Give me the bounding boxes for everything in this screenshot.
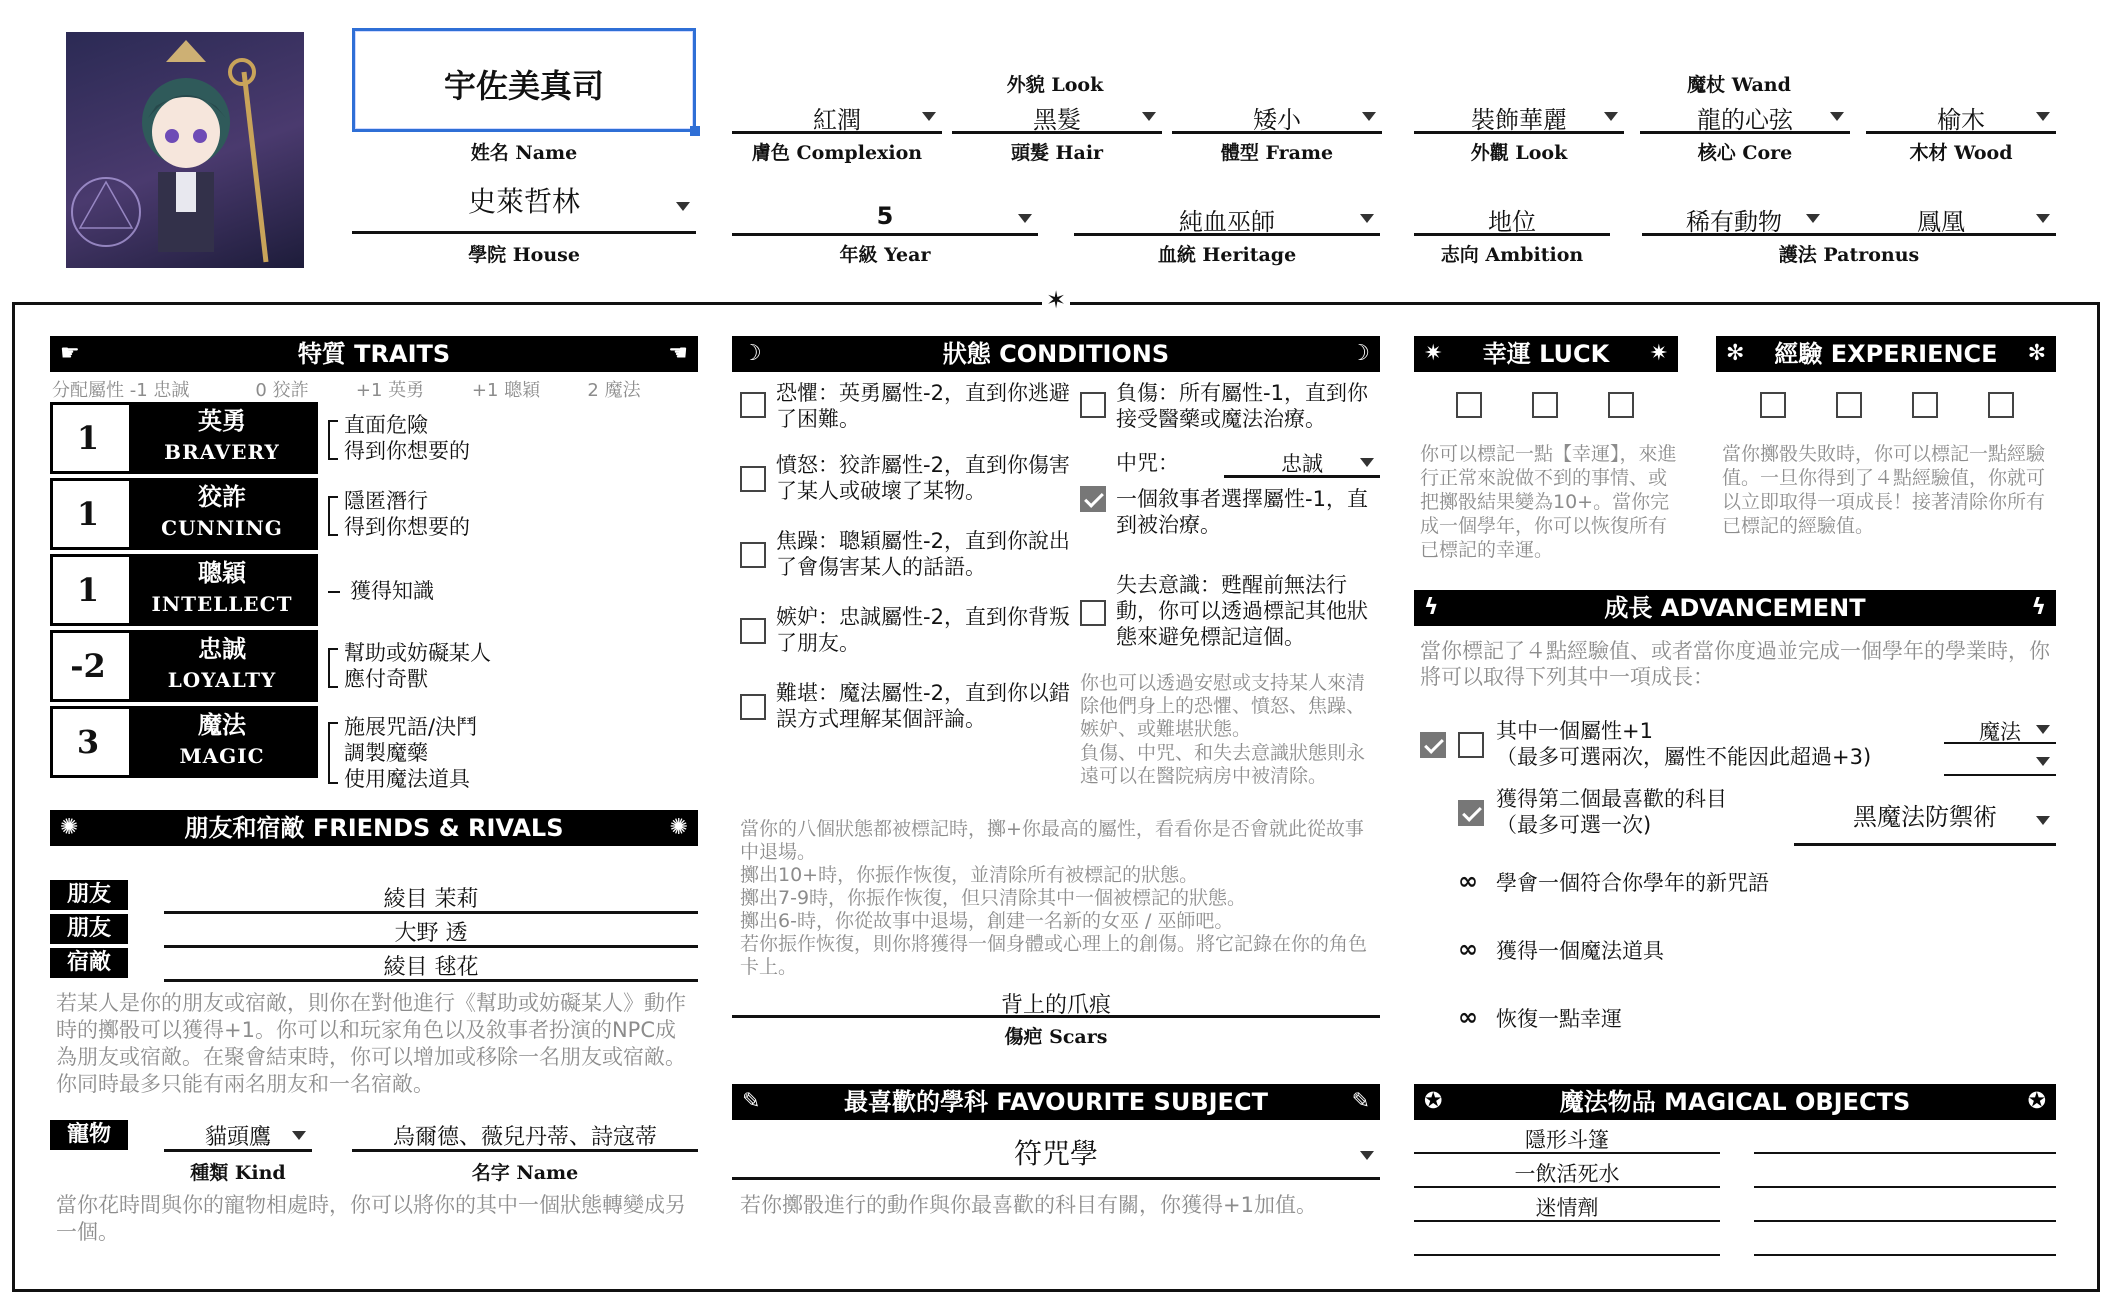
trait-value: -2 bbox=[70, 647, 106, 685]
friends-title: 朋友和宿敵 FRIENDS & RIVALS bbox=[184, 814, 564, 842]
cursed-text: 一個敘事者選擇屬性-1，直到被治療。 bbox=[1116, 487, 1368, 537]
trait-move: 得到你想要的 bbox=[344, 515, 470, 539]
luck-checkbox[interactable] bbox=[1532, 392, 1558, 418]
lightning-icon: ϟ bbox=[2031, 595, 2046, 620]
rule-line: 若你振作恢復，則你將獲得一個身體或心理上的創傷。將它記錄在你的角色卡上。 bbox=[740, 933, 1368, 978]
condition-checkbox[interactable] bbox=[740, 618, 766, 644]
chevron-down-icon bbox=[2036, 112, 2050, 121]
experience-header bbox=[1716, 336, 2056, 372]
friend-tag: 朋友 bbox=[50, 880, 128, 910]
friend-name-field[interactable] bbox=[164, 916, 698, 948]
object-value: 隱形斗篷 bbox=[1525, 1128, 1609, 1152]
trait-allocation[interactable] bbox=[52, 376, 702, 402]
wand-core-select[interactable] bbox=[1640, 100, 1850, 134]
chevron-down-icon bbox=[2036, 725, 2050, 734]
trait-move: 幫助或妨礙某人 bbox=[344, 641, 491, 665]
trait-intellect[interactable] bbox=[50, 554, 318, 626]
condition-text: 嫉妒：忠誠屬性-2，直到你背叛了朋友。 bbox=[776, 605, 1070, 655]
allocation-0: 分配屬性 -1 忠誠 bbox=[52, 380, 190, 401]
conditions-clear-note-2: 負傷、中咒、和失去意識狀態則永遠可以在醫院病房中被清除。 bbox=[1080, 742, 1366, 787]
luck-header bbox=[1414, 336, 1678, 372]
pencil-icon: ✎ bbox=[742, 1089, 761, 1114]
pet-tag: 寵物 bbox=[50, 1120, 128, 1150]
chevron-down-icon bbox=[676, 202, 690, 211]
scar-field[interactable] bbox=[732, 988, 1380, 1018]
bracket bbox=[328, 648, 338, 688]
advance-subject-sub: （最多可選一次) bbox=[1496, 813, 1652, 837]
trait-bravery[interactable] bbox=[50, 402, 318, 474]
wand-look-select[interactable] bbox=[1414, 100, 1624, 134]
pet-kind-value: 貓頭鷹 bbox=[204, 1125, 271, 1150]
object-field[interactable] bbox=[1414, 1158, 1720, 1188]
scar-value: 背上的爪痕 bbox=[1000, 993, 1111, 1018]
cursed-trait-select[interactable] bbox=[1224, 448, 1380, 478]
trait-move: 調製魔藥 bbox=[344, 741, 428, 765]
star-icon: ✷ bbox=[1424, 341, 1443, 366]
allocation-3: +1 聰穎 bbox=[471, 380, 541, 401]
trait-move: 直面危險 bbox=[344, 413, 428, 437]
patronus-kind-value: 稀有動物 bbox=[1686, 208, 1782, 236]
pet-name-label: 名字 Name bbox=[471, 1162, 579, 1184]
resize-handle[interactable] bbox=[690, 126, 700, 136]
condition-checkbox[interactable] bbox=[740, 694, 766, 720]
traits-header bbox=[50, 336, 698, 372]
unconscious-checkbox[interactable] bbox=[1080, 600, 1106, 626]
advance-subject-select[interactable] bbox=[1794, 796, 2056, 846]
chevron-down-icon bbox=[1604, 112, 1618, 121]
rival-tag: 宿敵 bbox=[50, 948, 128, 978]
friends-note: 若某人是你的朋友或宿敵，則你在對他進行《幫助或妨礙某人》動作時的擲骰可以獲得+1。你可以和玩家角色以及敘事者扮演的NPC成為朋友或宿敵。在聚會結束時，你可以增加或移除一名朋友或宿敵。你同時最多只能有兩名朋友和一名宿敵。 bbox=[56, 991, 686, 1096]
hair-select[interactable] bbox=[952, 100, 1162, 134]
rule-line: 擲出10+時，你振作恢復，並清除所有被標記的狀態。 bbox=[740, 864, 1199, 886]
patronus-select[interactable] bbox=[1826, 202, 2056, 236]
object-field[interactable] bbox=[1414, 1192, 1720, 1222]
heritage-label: 血統 Heritage bbox=[1157, 244, 1297, 266]
trait-move: 得到你想要的 bbox=[344, 439, 470, 463]
chevron-down-icon bbox=[1142, 112, 1156, 121]
hair-label: 頭髮 Hair bbox=[1010, 142, 1104, 164]
condition-text: 憤怒：狡詐屬性-2，直到你傷害了某人或破壞了某物。 bbox=[776, 453, 1070, 503]
advancement-note: 當你標記了４點經驗值、或者當你度過並完成一個學年的學業時，你將可以取得下列其中一項成長： bbox=[1420, 639, 2050, 689]
gem-icon: ✪ bbox=[1424, 1089, 1443, 1114]
advance-trait-sub: （最多可選兩次，屬性不能因此超過+3) bbox=[1496, 745, 1872, 769]
condition-checkbox[interactable] bbox=[740, 542, 766, 568]
advancement-header bbox=[1414, 590, 2056, 626]
chevron-down-icon bbox=[2036, 214, 2050, 223]
sun-icon: ✺ bbox=[669, 815, 688, 840]
infinity-icon: ∞ bbox=[1458, 1003, 1478, 1031]
experience-checkbox[interactable] bbox=[1836, 392, 1862, 418]
year-value: 5 bbox=[876, 202, 894, 230]
allocation-2: +1 英勇 bbox=[355, 380, 425, 401]
complexion-select[interactable] bbox=[732, 100, 942, 134]
cursed-checkbox[interactable] bbox=[1080, 486, 1106, 512]
house-label: 學院 House bbox=[468, 244, 580, 266]
pointing-hand-icon: ☚ bbox=[668, 341, 688, 366]
condition-text: 恐懼：英勇屬性-2，直到你逃避了困難。 bbox=[776, 381, 1070, 431]
wand-title: 魔杖 Wand bbox=[1687, 74, 1791, 96]
trait-name-en: INTELLECT bbox=[151, 592, 293, 616]
trait-name: 魔法 bbox=[198, 711, 246, 739]
cursed-label: 中咒： bbox=[1116, 451, 1179, 475]
luck-checkbox[interactable] bbox=[1608, 392, 1634, 418]
subject-select[interactable] bbox=[732, 1132, 1380, 1180]
sun-icon: ✺ bbox=[60, 815, 79, 840]
heritage-value: 純血巫師 bbox=[1179, 208, 1275, 236]
friend-name: 綾目 茉莉 bbox=[383, 887, 479, 912]
ambition-label: 志向 Ambition bbox=[1440, 244, 1584, 266]
trait-magic[interactable] bbox=[50, 706, 318, 778]
chevron-down-icon bbox=[1360, 1151, 1374, 1160]
trait-name-en: MAGIC bbox=[179, 744, 265, 768]
advance-trait-value: 魔法 bbox=[1979, 720, 2021, 744]
objects-header bbox=[1414, 1084, 2056, 1120]
advance-subject-value: 黑魔法防禦術 bbox=[1853, 803, 1997, 831]
moon-icon: ☽ bbox=[1350, 341, 1370, 366]
experience-note: 當你擲骰失敗時，你可以標記一點經驗值。一旦你得到了４點經驗值，你就可以立即取得一項成長！接著清除你所有已標記的經驗值。 bbox=[1722, 443, 2046, 537]
traits-title: 特質 TRAITS bbox=[297, 340, 451, 368]
injured-checkbox[interactable] bbox=[1080, 392, 1106, 418]
condition-checkbox[interactable] bbox=[740, 466, 766, 492]
advance-trait-checkbox[interactable] bbox=[1458, 732, 1484, 758]
objects-title: 魔法物品 MAGICAL OBJECTS bbox=[1559, 1088, 1911, 1116]
luck-title: 幸運 LUCK bbox=[1482, 340, 1610, 368]
chevron-down-icon bbox=[292, 1131, 306, 1140]
advance-subject-text: 獲得第二個最喜歡的科目 bbox=[1496, 787, 1727, 811]
chevron-down-icon bbox=[1360, 214, 1374, 223]
object-field[interactable] bbox=[1754, 1192, 2056, 1222]
luck-note: 你可以標記一點【幸運】，來進行正常來說做不到的事情、或把擲骰結果變為10+。當你完成一個學年，你可以恢復所有已標記的幸運。 bbox=[1420, 443, 1677, 561]
wand-look-value: 裝飾華麗 bbox=[1471, 106, 1567, 134]
subject-header bbox=[732, 1084, 1380, 1120]
conditions-title: 狀態 CONDITIONS bbox=[942, 340, 1170, 368]
advance-subject-checkbox[interactable] bbox=[1458, 800, 1484, 826]
advance-trait-text: 其中一個屬性+1 bbox=[1496, 719, 1653, 743]
advance-trait-checkbox[interactable] bbox=[1420, 732, 1446, 758]
trait-name-en: CUNNING bbox=[161, 516, 283, 540]
chevron-down-icon bbox=[1362, 112, 1376, 121]
trait-value: 3 bbox=[76, 723, 100, 761]
object-value: 一飲活死水 bbox=[1514, 1162, 1620, 1186]
experience-checkbox[interactable] bbox=[1760, 392, 1786, 418]
look-title: 外貌 Look bbox=[1006, 74, 1104, 96]
condition-text: 焦躁：聰穎屬性-2，直到你說出了會傷害某人的話語。 bbox=[776, 529, 1070, 579]
object-field[interactable] bbox=[1414, 1124, 1720, 1154]
patronus-kind-select[interactable] bbox=[1642, 202, 1826, 236]
ambition-field[interactable] bbox=[1414, 202, 1610, 236]
trait-name: 忠誠 bbox=[198, 635, 246, 663]
trait-move: 隱匿潛行 bbox=[344, 489, 428, 513]
lightning-icon: ϟ bbox=[1424, 595, 1439, 620]
chevron-down-icon bbox=[1360, 458, 1374, 467]
house-select[interactable] bbox=[352, 180, 696, 234]
trait-value: 1 bbox=[76, 571, 100, 609]
cursed-trait-value: 忠誠 bbox=[1281, 452, 1323, 476]
patronus-value: 鳳凰 bbox=[1917, 208, 1965, 236]
pointing-hand-icon: ☛ bbox=[60, 341, 80, 366]
trait-name-en: LOYALTY bbox=[167, 668, 277, 692]
chevron-down-icon bbox=[1018, 214, 1032, 223]
subject-title: 最喜歡的學科 FAVOURITE SUBJECT bbox=[844, 1088, 1268, 1116]
rival-name: 綾目 毬花 bbox=[383, 955, 479, 980]
patronus-label: 護法 Patronus bbox=[1778, 244, 1920, 266]
advance-spell-text: 學會一個符合你學年的新咒語 bbox=[1496, 871, 1769, 895]
allocation-1: 0 狡詐 bbox=[255, 380, 309, 401]
experience-checkbox[interactable] bbox=[1988, 392, 2014, 418]
experience-checkbox[interactable] bbox=[1912, 392, 1938, 418]
subject-note: 若你擲骰進行的動作與你最喜歡的科目有關，你獲得+1加值。 bbox=[740, 1193, 1317, 1217]
frame-label: 體型 Frame bbox=[1220, 142, 1334, 164]
wand-look-label: 外觀 Look bbox=[1470, 142, 1568, 164]
allocation-4: 2 魔法 bbox=[587, 380, 641, 401]
dash bbox=[328, 591, 340, 593]
trait-name: 聰穎 bbox=[198, 559, 246, 587]
object-field[interactable] bbox=[1754, 1124, 2056, 1154]
pet-name-field[interactable] bbox=[352, 1120, 698, 1152]
scar-label: 傷疤 Scars bbox=[1004, 1026, 1108, 1048]
trait-name: 狡詐 bbox=[198, 483, 246, 511]
rule-line: 當你的八個狀態都被標記時，擲+你最高的屬性，看看你是否會就此從故事中退場。 bbox=[740, 818, 1364, 863]
infinity-icon: ∞ bbox=[1458, 867, 1478, 895]
name-value: 宇佐美真司 bbox=[443, 67, 604, 105]
advance-trait-select-2[interactable] bbox=[1944, 748, 2056, 776]
pet-note: 當你花時間與你的寵物相處時，你可以將你的其中一個狀態轉變成另一個。 bbox=[56, 1193, 686, 1244]
friends-header bbox=[50, 810, 698, 846]
gem-icon: ✪ bbox=[2027, 1089, 2046, 1114]
trait-move: 施展咒語/決鬥 bbox=[344, 715, 478, 739]
name-field[interactable] bbox=[352, 28, 696, 132]
complexion-value: 紅潤 bbox=[813, 106, 861, 134]
year-select[interactable] bbox=[732, 202, 1038, 236]
wand-core-value: 龍的心弦 bbox=[1697, 106, 1793, 134]
name-label: 姓名 Name bbox=[470, 142, 578, 164]
pet-kind-select[interactable] bbox=[164, 1120, 312, 1152]
chevron-down-icon bbox=[2036, 757, 2050, 766]
injured-text: 負傷：所有屬性-1，直到你接受醫藥或魔法治療。 bbox=[1116, 381, 1368, 431]
frame-value: 矮小 bbox=[1253, 106, 1301, 134]
trait-cunning[interactable] bbox=[50, 478, 318, 550]
chevron-down-icon bbox=[1830, 112, 1844, 121]
object-field[interactable] bbox=[1754, 1158, 2056, 1188]
condition-text: 難堪：魔法屬性-2，直到你以錯誤方式理解某個評論。 bbox=[776, 681, 1070, 731]
advance-trait-select[interactable] bbox=[1944, 716, 2056, 744]
object-field[interactable] bbox=[1754, 1226, 2056, 1256]
chevron-down-icon bbox=[922, 112, 936, 121]
subject-value: 符咒學 bbox=[1013, 1137, 1098, 1170]
object-field[interactable] bbox=[1414, 1226, 1720, 1256]
trait-move: 獲得知識 bbox=[350, 579, 434, 603]
chevron-down-icon bbox=[1806, 214, 1820, 223]
asterisk-icon: ✻ bbox=[1726, 341, 1745, 366]
friend-name-field[interactable] bbox=[164, 882, 698, 914]
trait-value: 1 bbox=[76, 495, 100, 533]
pet-kind-label: 種類 Kind bbox=[190, 1162, 286, 1184]
rival-name-field[interactable] bbox=[164, 950, 698, 982]
conditions-rules bbox=[740, 818, 1380, 979]
asterisk-icon: ✻ bbox=[2027, 341, 2046, 366]
wand-wood-select[interactable] bbox=[1866, 100, 2056, 134]
pet-name-value: 烏爾德、薇兒丹蒂、詩寇蒂 bbox=[392, 1125, 657, 1150]
divider-star-icon: ✶ bbox=[1042, 286, 1070, 314]
unconscious-text: 失去意識：甦醒前無法行動，你可以透過標記其他狀態來避免標記這個。 bbox=[1116, 573, 1368, 649]
complexion-label: 膚色 Complexion bbox=[751, 142, 923, 164]
advance-luck-text: 恢復一點幸運 bbox=[1496, 1007, 1622, 1031]
wand-wood-value: 榆木 bbox=[1937, 106, 1985, 134]
luck-checkbox[interactable] bbox=[1456, 392, 1482, 418]
moon-icon: ☽ bbox=[742, 341, 762, 366]
rule-line: 擲出6-時，你從故事中退場，創建一名新的女巫 / 巫師吧。 bbox=[740, 910, 1234, 932]
avatar bbox=[66, 32, 304, 268]
condition-checkbox[interactable] bbox=[740, 392, 766, 418]
pencil-icon: ✎ bbox=[1351, 1089, 1370, 1114]
object-value: 迷情劑 bbox=[1535, 1196, 1599, 1220]
trait-name: 英勇 bbox=[198, 407, 246, 435]
advance-item-text: 獲得一個魔法道具 bbox=[1496, 939, 1664, 963]
wand-wood-label: 木材 Wood bbox=[1909, 142, 2013, 164]
conditions-clear-note: 你也可以透過安慰或支持某人來清除他們身上的恐懼、憤怒、焦躁、嫉妒、或難堪狀態。 bbox=[1080, 672, 1366, 740]
frame-select[interactable] bbox=[1172, 100, 1382, 134]
star-icon: ✷ bbox=[1649, 341, 1668, 366]
hair-value: 黑髮 bbox=[1033, 106, 1081, 134]
trait-name-en: BRAVERY bbox=[164, 440, 280, 464]
wand-core-label: 核心 Core bbox=[1697, 142, 1793, 164]
chevron-down-icon bbox=[2036, 816, 2050, 825]
trait-move: 使用魔法道具 bbox=[344, 767, 470, 791]
rule-line: 擲出7-9時，你振作恢復，但只清除其中一個被標記的狀態。 bbox=[740, 887, 1247, 909]
friend-name: 大野 透 bbox=[394, 921, 468, 946]
bracket bbox=[328, 496, 338, 536]
advancement-title: 成長 ADVANCEMENT bbox=[1604, 594, 1866, 622]
year-label: 年級 Year bbox=[839, 244, 931, 266]
friend-tag: 朋友 bbox=[50, 914, 128, 944]
trait-loyalty[interactable] bbox=[50, 630, 318, 702]
conditions-header bbox=[732, 336, 1380, 372]
heritage-select[interactable] bbox=[1074, 202, 1380, 236]
bracket bbox=[328, 722, 338, 784]
bracket bbox=[328, 420, 338, 460]
trait-move: 應付奇獸 bbox=[344, 667, 428, 691]
experience-title: 經驗 EXPERIENCE bbox=[1774, 340, 1998, 368]
infinity-icon: ∞ bbox=[1458, 935, 1478, 963]
trait-value: 1 bbox=[76, 419, 100, 457]
ambition-value: 地位 bbox=[1488, 208, 1536, 236]
house-value: 史萊哲林 bbox=[467, 185, 580, 218]
